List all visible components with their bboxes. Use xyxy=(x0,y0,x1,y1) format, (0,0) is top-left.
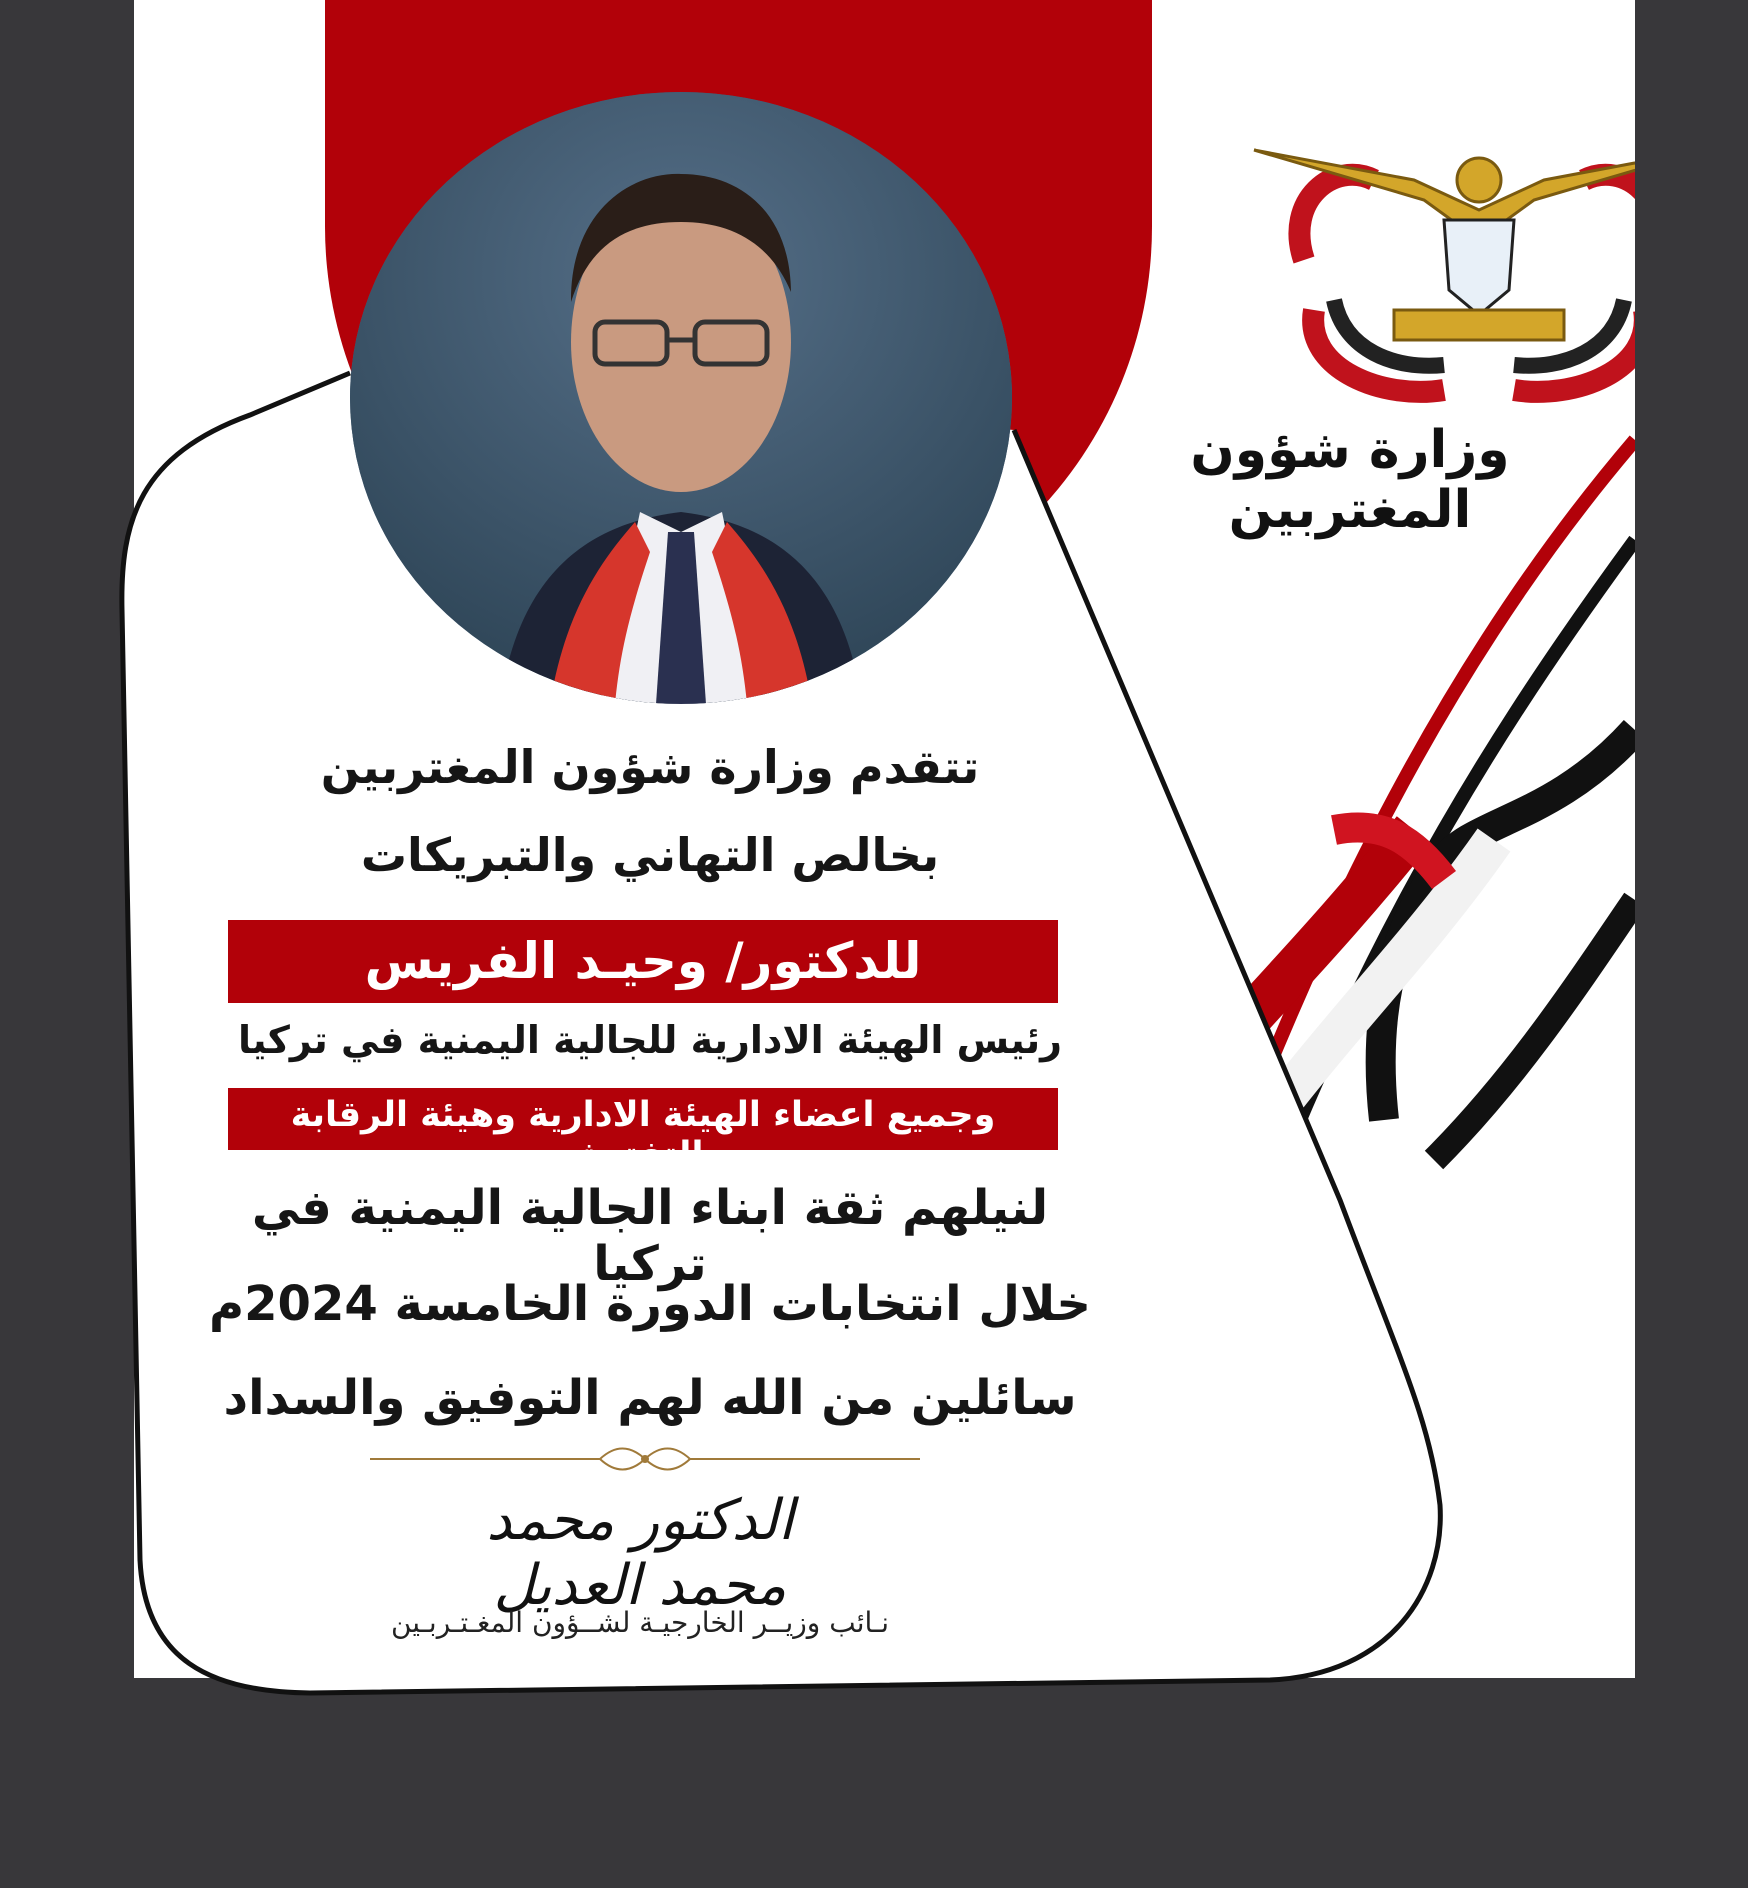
ornament-divider-icon xyxy=(370,1440,920,1478)
signer-title: نـائب وزيــر الخارجيـة لشــؤون المغـتـربـين xyxy=(390,1606,890,1639)
body-line-1: لنيلهم ثقة ابناء الجالية اليمنية في تركيا xyxy=(251,1180,1049,1292)
honoree-role: رئيس الهيئة الادارية للجالية اليمنية في تركيا xyxy=(238,1018,1062,1062)
members-text: وجميع اعضاء الهيئة الادارية وهيئة الرقابة والتفتيش xyxy=(290,1095,996,1175)
ministry-title: وزارة شؤون المغتربين xyxy=(1190,420,1510,540)
greeting-line-1: تتقدم وزارة شؤون المغتربين xyxy=(320,740,980,794)
signature: الدكتور محمد محمد العديل xyxy=(486,1488,794,1618)
body-line-2: خلال انتخابات الدورة الخامسة 2024م xyxy=(208,1276,1092,1332)
body-line-3: سائلين من الله لهم التوفيق والسداد xyxy=(223,1370,1077,1426)
honoree-photo xyxy=(350,92,1012,704)
honoree-name: للدكتور/ وحيـد الفريس xyxy=(364,932,922,990)
greeting-line-2: بخالص التهاني والتبريكات xyxy=(360,828,940,882)
